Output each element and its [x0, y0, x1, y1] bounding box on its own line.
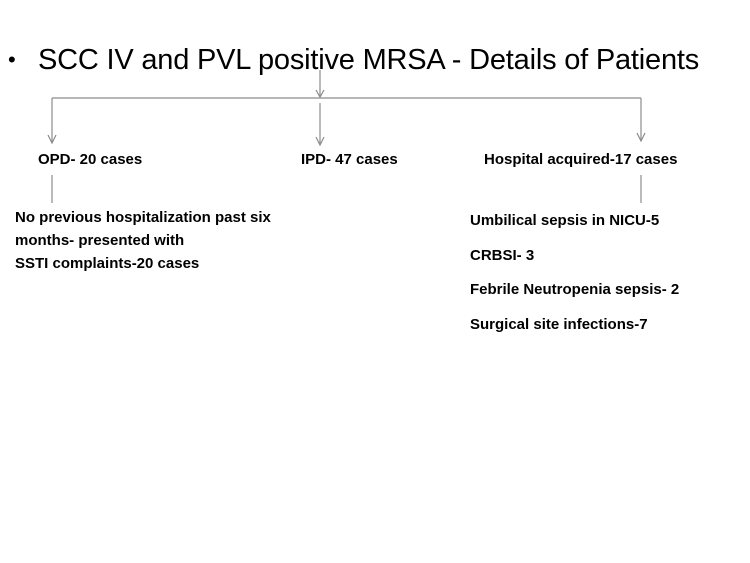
hospital-acquired-list: [470, 212, 679, 350]
opd-label: OPD- 20 cases: [38, 151, 143, 168]
hospital-acquired-label: Hospital acquired-17 cases: [484, 151, 678, 168]
ipd-label: IPD- 47 cases: [301, 151, 398, 168]
opd-description: [15, 206, 271, 275]
opd-description-line: No previous hospitalization past six: [15, 209, 271, 226]
slide-title: SCC IV and PVL positive MRSA - Details of Patients: [38, 43, 700, 76]
opd-description-line: months- presented with: [15, 232, 185, 249]
list-item: Febrile Neutropenia sepsis- 2: [470, 281, 680, 298]
list-item: Umbilical sepsis in NICU-5: [470, 212, 660, 229]
bullet-icon: •: [8, 47, 16, 72]
list-item: CRBSI- 3: [470, 246, 535, 264]
list-item: Surgical site infections-7: [470, 315, 648, 333]
opd-description-line: SSTI complaints-20 cases: [15, 255, 200, 272]
